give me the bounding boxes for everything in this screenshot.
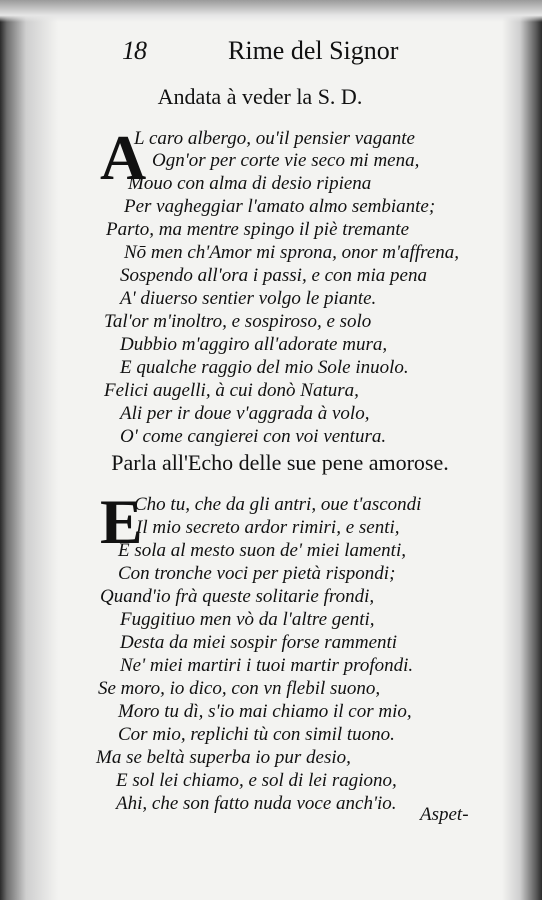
verse-line: Ali per ir doue v'aggrada à volo, <box>120 403 370 424</box>
poem-title: Andata à veder la S. D. <box>157 84 363 109</box>
verse-line: Sospendo all'ora i passi, e con mia pena <box>120 265 427 286</box>
verse-line: E qualche raggio del mio Sole inuolo. <box>120 357 409 378</box>
verse-line: Dubbio m'aggiro all'adorate mura, <box>120 334 388 355</box>
verse-line: Cho tu, che da gli antri, oue t'ascondi <box>134 494 422 515</box>
verse-line: E sola al mesto suon de' miei lamenti, <box>118 540 406 561</box>
verse-line: Se moro, io dico, con vn flebil suono, <box>98 678 381 699</box>
verse-line: Quand'io frà queste solitarie frondi, <box>100 586 375 607</box>
verse-line: L caro albergo, ou'il pensier vagante <box>134 128 415 149</box>
verse-line: Ahi, che son fatto nuda voce anch'io. <box>116 793 397 814</box>
verse-line: Tal'or m'inoltro, e sospiroso, e solo <box>104 311 372 332</box>
verse-line: Ogn'or per corte vie seco mi mena, <box>152 150 420 171</box>
verse-line: Ne' miei martiri i tuoi martir profondi. <box>120 655 414 676</box>
running-head: Rime del Signor <box>228 36 399 65</box>
verse-line: A' diuerso sentier volgo le piante. <box>120 288 377 309</box>
verse-line: O' come cangierei con voi ventura. <box>120 426 387 447</box>
verse-line: Con tronche voci per pietà rispondi; <box>118 563 396 584</box>
verse-line: Nō men ch'Amor mi sprona, onor m'affrena, <box>124 242 459 263</box>
catchword: Aspet- <box>420 804 469 825</box>
page-header <box>122 34 492 66</box>
drop-cap: E <box>100 486 143 557</box>
verse-line: Il mio secreto ardor rimiri, e senti, <box>136 517 400 538</box>
verse-line: E sol lei chiamo, e sol di lei ragiono, <box>116 770 397 791</box>
verse-line: Ma se beltà superba io pur desio, <box>96 747 351 768</box>
verse-line: Desta da miei sospir forse rammenti <box>120 632 398 653</box>
verse-line: Cor mio, replichi tù con simil tuono. <box>118 724 395 745</box>
drop-cap: A <box>100 122 147 193</box>
verse-line: Per vagheggiar l'amato almo sembiante; <box>124 196 436 217</box>
verse-line: Mouo con alma di desio ripiena <box>128 173 372 194</box>
poem-title: Parla all'Echo delle sue pene amorose. <box>111 450 449 475</box>
top-edge-shadow <box>0 0 542 22</box>
verse-line: Fuggitiuo men vò da l'altre genti, <box>120 609 375 630</box>
verse-line: Felici augelli, à cui donò Natura, <box>104 380 359 401</box>
verse-line: Moro tu dì, s'io mai chiamo il cor mio, <box>118 701 412 722</box>
page-number: 18 <box>122 36 146 65</box>
verse-line: Parto, ma mentre spingo il piè tremante <box>106 219 410 240</box>
